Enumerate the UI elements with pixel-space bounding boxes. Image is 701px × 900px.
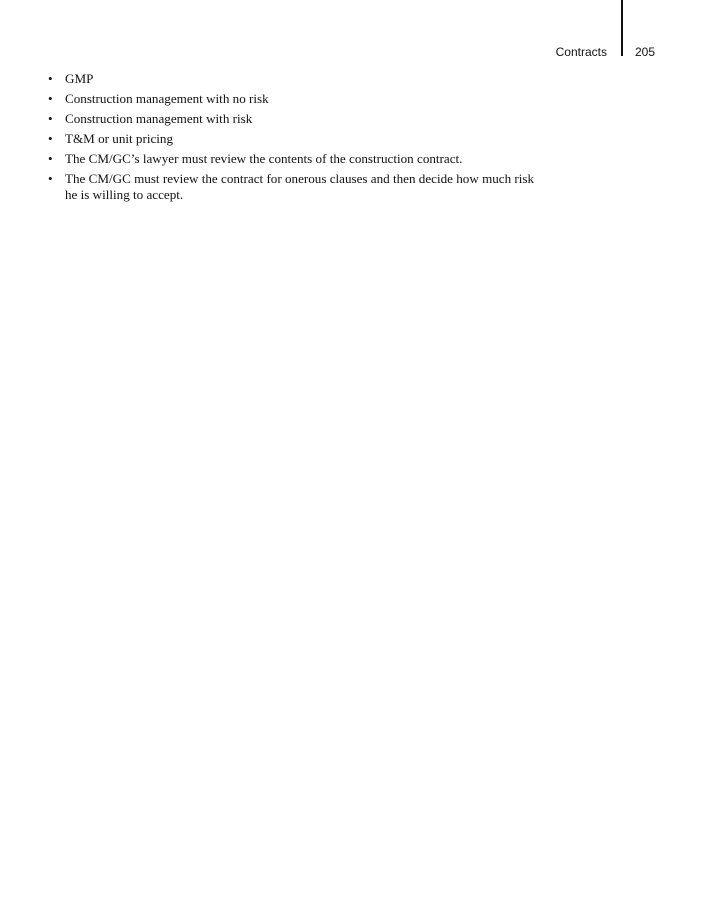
list-item [48, 151, 538, 167]
list-item [48, 71, 538, 87]
page-header [0, 0, 701, 70]
bullet-icon: • [48, 111, 53, 126]
list-item-text: The CM/GC’s lawyer must review the contents of the construction contract. [65, 151, 463, 166]
bullet-list [48, 71, 538, 207]
bullet-icon: • [48, 131, 53, 146]
list-item-text: Construction management with risk [65, 111, 253, 126]
page-number: 205 [635, 45, 656, 59]
list-item-text: The CM/GC must review the contract for onerous clauses and then decide how much risk he is willing to accept. [65, 171, 535, 202]
list-item [48, 111, 538, 127]
list-item-text: T&M or unit pricing [65, 131, 174, 146]
list-item [48, 131, 538, 147]
bullet-icon: • [48, 71, 53, 86]
bullet-icon: • [48, 151, 53, 166]
list-item [48, 91, 538, 107]
running-header-title: Contracts [555, 45, 607, 59]
list-item [48, 171, 538, 203]
header-divider [621, 0, 623, 56]
bullet-icon: • [48, 171, 53, 186]
list-item-text: GMP [65, 71, 94, 86]
bullet-icon: • [48, 91, 53, 106]
list-item-text: Construction management with no risk [65, 91, 269, 106]
